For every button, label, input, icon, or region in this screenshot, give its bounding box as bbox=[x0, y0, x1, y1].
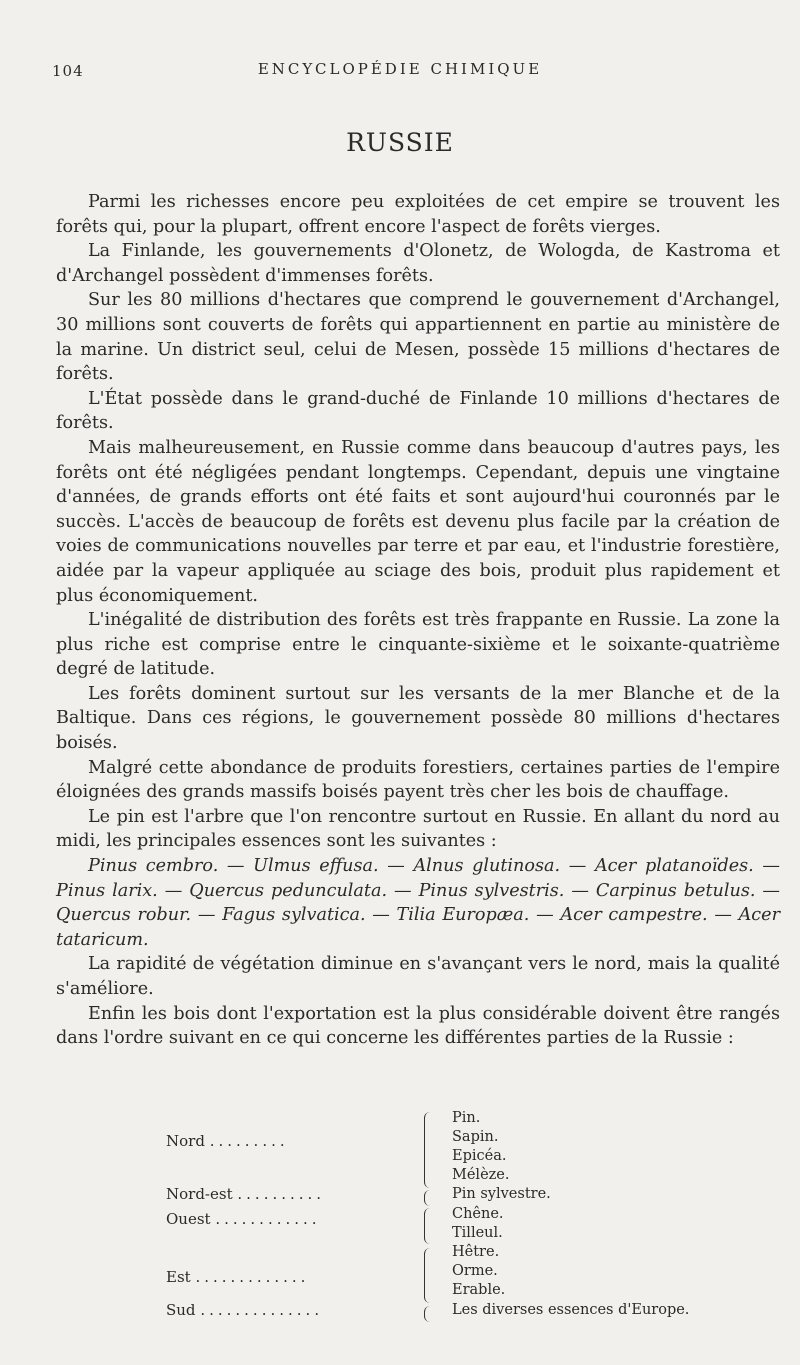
region-name: Ouest bbox=[166, 1210, 211, 1228]
paragraph: Enfin les bois dont l'exportation est la plus considérable doivent être rangés dans l'ordre suivant en ce qui concerne les différentes parties de la Russie : bbox=[56, 1003, 780, 1049]
region-name: Est bbox=[166, 1268, 191, 1286]
brace bbox=[424, 1208, 435, 1244]
region-item: Mélèze. bbox=[452, 1167, 510, 1183]
region-label bbox=[166, 1185, 325, 1203]
page-number: 104 bbox=[52, 62, 84, 80]
paragraph: Malgré cette abondance de produits forestiers, certaines parties de l'empire éloignées des grands massifs boisés payent très cher les bois de chauffage. bbox=[56, 757, 780, 803]
brace bbox=[424, 1190, 435, 1206]
region-label bbox=[166, 1301, 323, 1319]
region-item: Hêtre. bbox=[452, 1244, 500, 1260]
region-label bbox=[166, 1132, 289, 1150]
leader-dots: ............ bbox=[215, 1210, 321, 1228]
region-name: Sud bbox=[166, 1301, 196, 1319]
region-label bbox=[166, 1268, 309, 1286]
brace bbox=[424, 1112, 435, 1188]
paragraph: Le pin est l'arbre que l'on rencontre surtout en Russie. En allant du nord au midi, les principales essences sont les suivantes : bbox=[56, 806, 780, 852]
paragraph: L'inégalité de distribution des forêts est très frappante en Russie. La zone la plus riche est comprise entre le cinquante-sixième et le soixante-quatrième degré de latitude. bbox=[56, 610, 780, 680]
paragraph: La Finlande, les gouvernements d'Olonetz, de Wologda, de Kastroma et d'Archangel possèdent d'immenses forêts. bbox=[56, 241, 780, 286]
paragraph: Les forêts dominent surtout sur les versants de la mer Blanche et de la Baltique. Dans ces régions, le gouvernement possède 80 millions d'hectares boisés. bbox=[56, 683, 780, 754]
paragraph: L'État possède dans le grand-duché de Finlande 10 millions d'hectares de forêts. bbox=[56, 388, 780, 434]
leader-dots: ......... bbox=[209, 1132, 289, 1150]
section-title: RUSSIE bbox=[346, 128, 454, 157]
region-item: Chêne. bbox=[452, 1206, 504, 1222]
leader-dots: .............. bbox=[200, 1301, 324, 1319]
region-name: Nord-est bbox=[166, 1185, 233, 1203]
species-list: Pinus cembro. — Ulmus effusa. — Alnus glutinosa. — Acer platanoïdes. — Pinus larix. — Quercus pedunculata. — Pinus sylvestris. — Carpinus betulus. — Quercus robur. — Fagus sylvatica. — Tilia Europæa. — Acer campestre. — Acer tataricum. bbox=[56, 856, 780, 950]
body-text bbox=[56, 190, 780, 1051]
leader-dots: ............. bbox=[195, 1268, 310, 1286]
region-item: Pin sylvestre. bbox=[452, 1186, 551, 1202]
region-item: Orme. bbox=[452, 1263, 498, 1279]
region-label bbox=[166, 1210, 321, 1228]
export-table bbox=[56, 1110, 780, 1340]
paragraph: Parmi les richesses encore peu exploitées de cet empire se trouvent les forêts qui, pour la plupart, offrent encore l'aspect de forêts vierges. bbox=[56, 192, 780, 237]
running-title: ENCYCLOPÉDIE CHIMIQUE bbox=[257, 60, 543, 78]
region-name: Nord bbox=[166, 1132, 205, 1150]
region-item: Sapin. bbox=[452, 1129, 499, 1145]
region-item: Erable. bbox=[452, 1282, 506, 1298]
region-item: Epicéa. bbox=[452, 1148, 507, 1164]
paragraph: Mais malheureusement, en Russie comme dans beaucoup d'autres pays, les forêts ont été négligées pendant longtemps. Cependant, depuis une vingtaine d'années, de grands efforts ont été faits et sont aujourd'hui couronnés par le succès. L'accès de beaucoup de forêts est devenu plus facile par la création de voies de communications nouvelles par terre et par eau, et l'industrie forestière, aidée par la vapeur appliquée au sciage des bois, produit plus rapidement et plus économiquement. bbox=[56, 437, 780, 606]
paragraph: La rapidité de végétation diminue en s'avançant vers le nord, mais la qualité s'améliore. bbox=[56, 954, 780, 999]
brace bbox=[424, 1306, 435, 1322]
leader-dots: .......... bbox=[237, 1185, 326, 1203]
region-item: Les diverses essences d'Europe. bbox=[452, 1302, 690, 1318]
brace bbox=[424, 1248, 435, 1303]
paragraph: Sur les 80 millions d'hectares que comprend le gouvernement d'Archangel, 30 millions sont couverts de forêts qui appartiennent en partie au ministère de la marine. Un district seul, celui de Mesen, possède 15 millions d'hectares de forêts. bbox=[56, 290, 780, 385]
region-item: Pin. bbox=[452, 1110, 481, 1126]
region-item: Tilleul. bbox=[452, 1225, 503, 1241]
